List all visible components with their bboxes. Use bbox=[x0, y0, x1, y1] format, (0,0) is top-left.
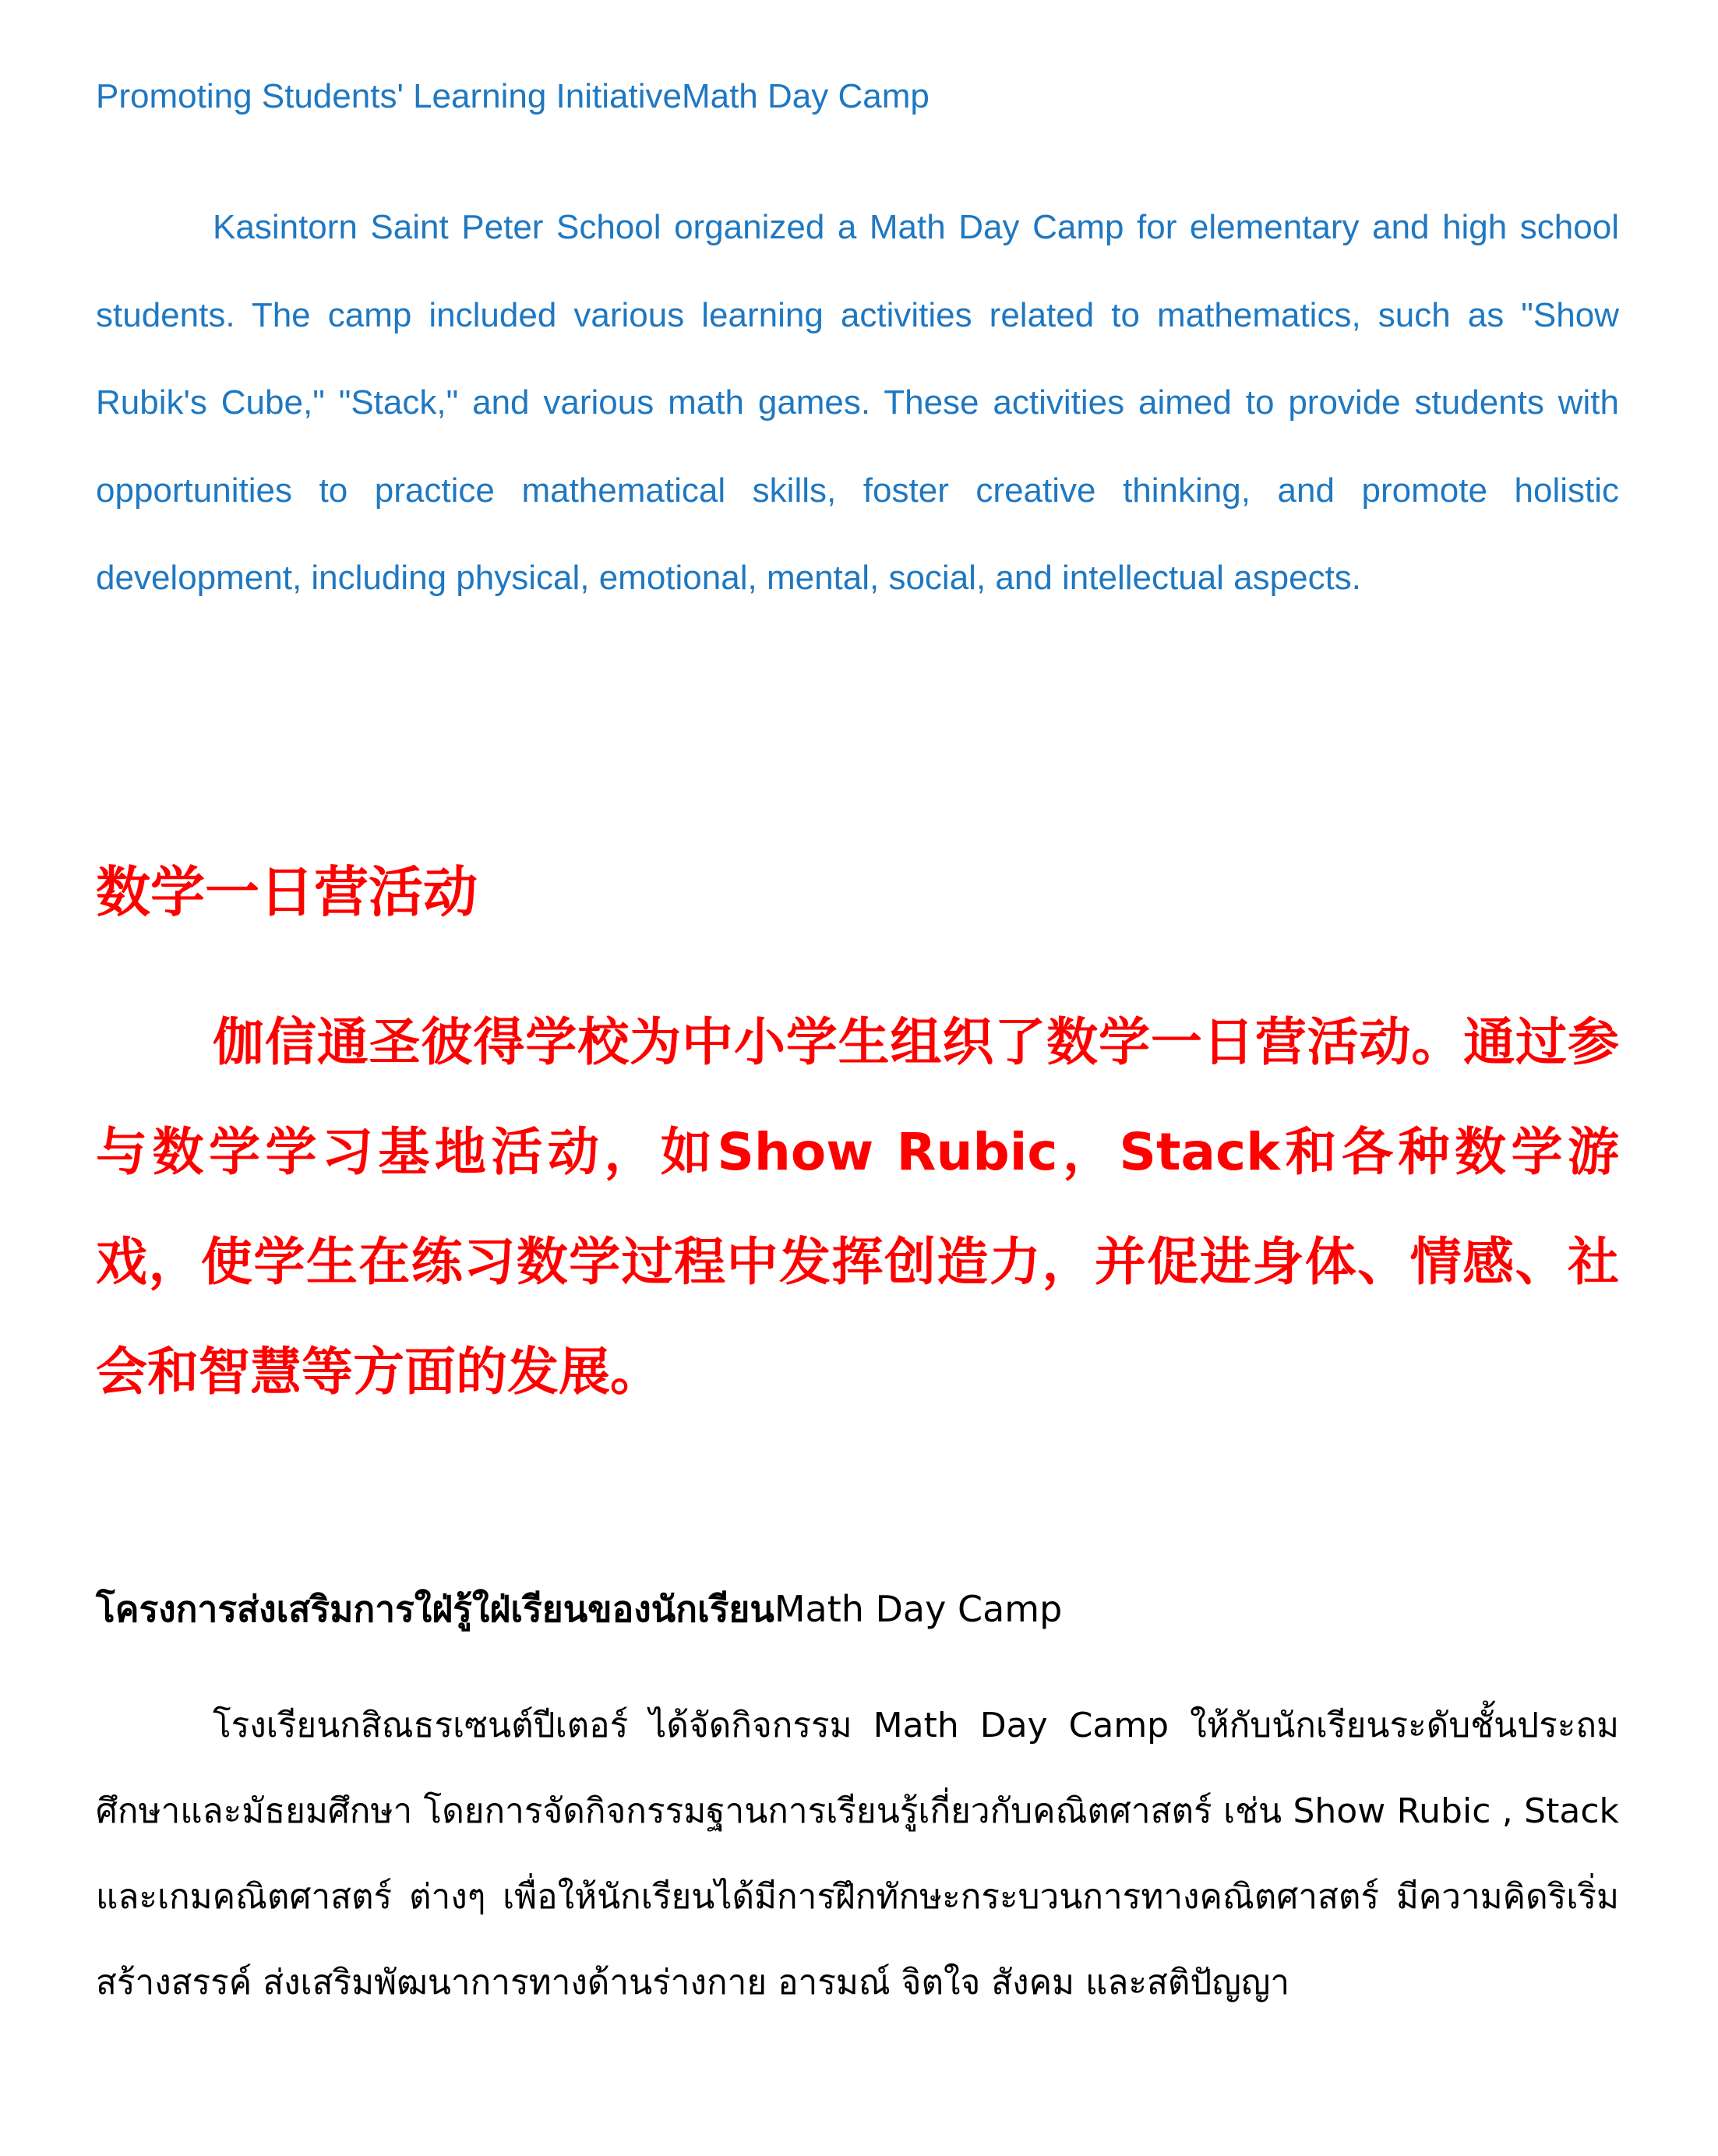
thai-title-thai-part: โครงการส่งเสริมการใฝ่รู้ใฝ่เรียนของนักเรียน bbox=[96, 1588, 774, 1630]
chinese-title: 数学一日营活动 bbox=[96, 860, 478, 924]
thai-title bbox=[96, 1582, 1619, 1636]
thai-body: โรงเรียนกสิณธรเซนต์ปีเตอร์ ได้จัดกิจกรรม Math Day Camp ให้กับนักเรียนระดับชั้นประถมศึกษาและมัธยมศึกษา โดยการจัดกิจกรรมฐานการเรียนรู้เกี่ยวกับคณิตศาสตร์ เช่น Show Rubic , Stack และเกมคณิตศาสตร์ ต่างๆ เพื่อให้นักเรียนได้มีการฝึกทักษะกระบวนการทางคณิตศาสตร์ มีความคิดริเริ่มสร้างสรรค์ ส่งเสริมพัฒนาการทางด้านร่างกาย อารมณ์ จิตใจ สังคม และสติปัญญา bbox=[96, 1706, 1619, 2003]
english-title: Promoting Students' Learning InitiativeMath Day Camp bbox=[96, 77, 930, 115]
thai-title-english-part: Math Day Camp bbox=[774, 1588, 1063, 1630]
chinese-body: 伽信通圣彼得学校为中小学生组织了数学一日营活动。通过参与数学学习基地活动，如Show Rubic，Stack和各种数学游戏，使学生在练习数学过程中发挥创造力，并促进身体、情感、社会和智慧等方面的发展。 bbox=[96, 1012, 1619, 1402]
english-body: Kasintorn Saint Peter School organized a Math Day Camp for elementary and high school students. The camp included various learning activities related to mathematics, such as "Show Rubik's Cube," "Stack," and various math games. These activities aimed to provide students with opportunities to practice mathematical skills, foster creative thinking, and promote holistic development, including physical, emotional, mental, social, and intellectual aspects. bbox=[96, 208, 1619, 597]
